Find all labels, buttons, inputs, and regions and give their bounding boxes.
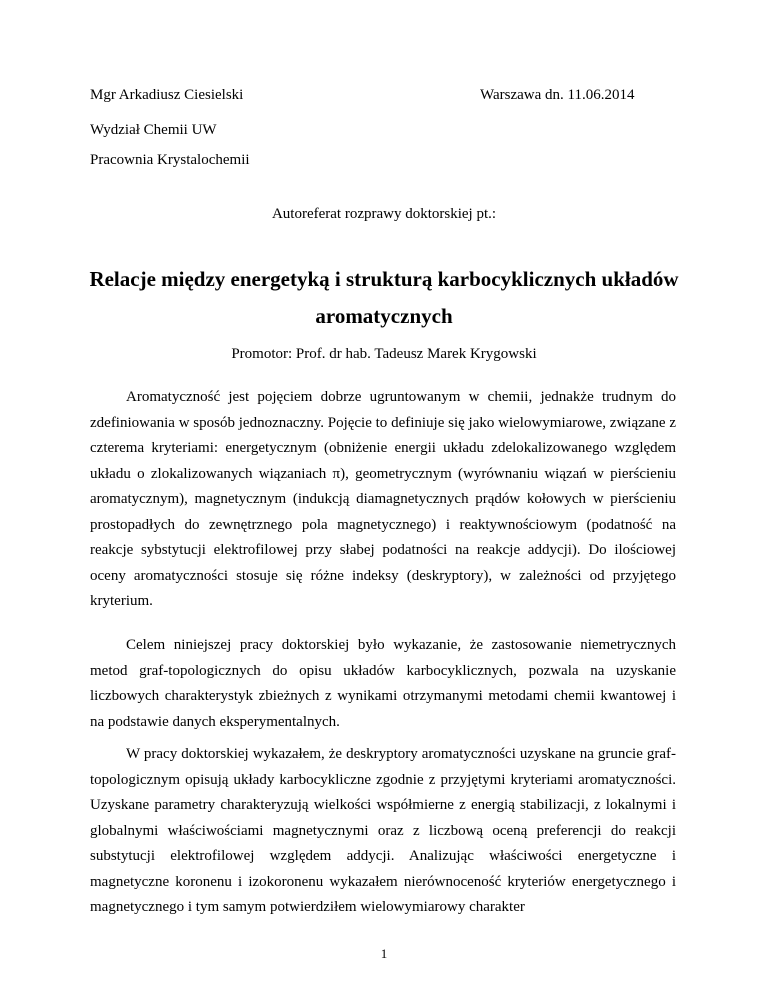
paragraph-aromaticity-definition: Aromatyczność jest pojęciem dobrze ugruntowanym w chemii, jednakże trudnym do zdefiniowania w sposób jednoznaczny. Pojęcie to definiuje się jako wielowymiarowe, związane z czterema kryteriami: energetycznym (obniżenie energii układu zdelokalizowanego względem układu o zlokalizowanych wiązaniach π), geometrycznym (wyrównaniu wiązań w pierścieniu aromatycznym), magnetycznym (indukcją diamagnetycznych prądów kołowych w pierścieniu prostopadłych do zewnętrznego pola magnetycznego) i reaktywnościowym (podatność na reakcje sybstytucji elektrofilowej przy słabej podatności na reakcje addycji). Do ilościowej oceny aromatyczności stosuje się różne indeksy (deskryptory), w zależności od przyjętego kryterium. xyxy=(90,389,676,609)
faculty-name: Wydział Chemii UW xyxy=(90,122,217,138)
document-type: Autoreferat rozprawy doktorskiej pt.: xyxy=(271,206,497,222)
paragraph-thesis-goal: Celem niniejszej pracy doktorskiej było wykazanie, że zastosowanie niemetrycznych metod graf-topologicznych do opisu układów karbocyklicznych, pozwala na uzyskanie liczbowych charakterystyk zbieżnych z wynikami otrzymanymi metodami chemii kwantowej i na podstawie danych eksperymentalnych. xyxy=(90,637,676,730)
paragraph-results: W pracy doktorskiej wykazałem, że deskryptory aromatyczności uzyskane na gruncie graf-topologicznym opisują układy karbocykliczne zgodnie z przyjętymi kryteriami aromatyczności. Uzyskane parametry charakteryzują wielkości współmierne z energią stabilizacji, z lokalnymi i globalnymi właściwościami magnetycznymi oraz z liczbową oceną preferencji do reakcji substytucji elektrofilowej względem addycji. Analizując właściwości energetyczne i magnetyczne koronenu i izokoronenu wykazałem nierównoceność kryteriów energetycznego i magnetycznego i tym samym potwierdziłem wielowymiarowy charakter xyxy=(90,746,676,915)
place-date: Warszawa dn. 11.06.2014 xyxy=(480,87,635,103)
author-name: Mgr Arkadiusz Ciesielski xyxy=(90,87,244,103)
page-number: 1 xyxy=(380,946,388,961)
thesis-title: Relacje między energetyką i strukturą karbocyklicznych układów aromatycznych xyxy=(89,267,679,328)
promoter-line: Promotor: Prof. dr hab. Tadeusz Marek Krygowski xyxy=(231,346,537,362)
lab-name: Pracownia Krystalochemii xyxy=(90,152,250,168)
